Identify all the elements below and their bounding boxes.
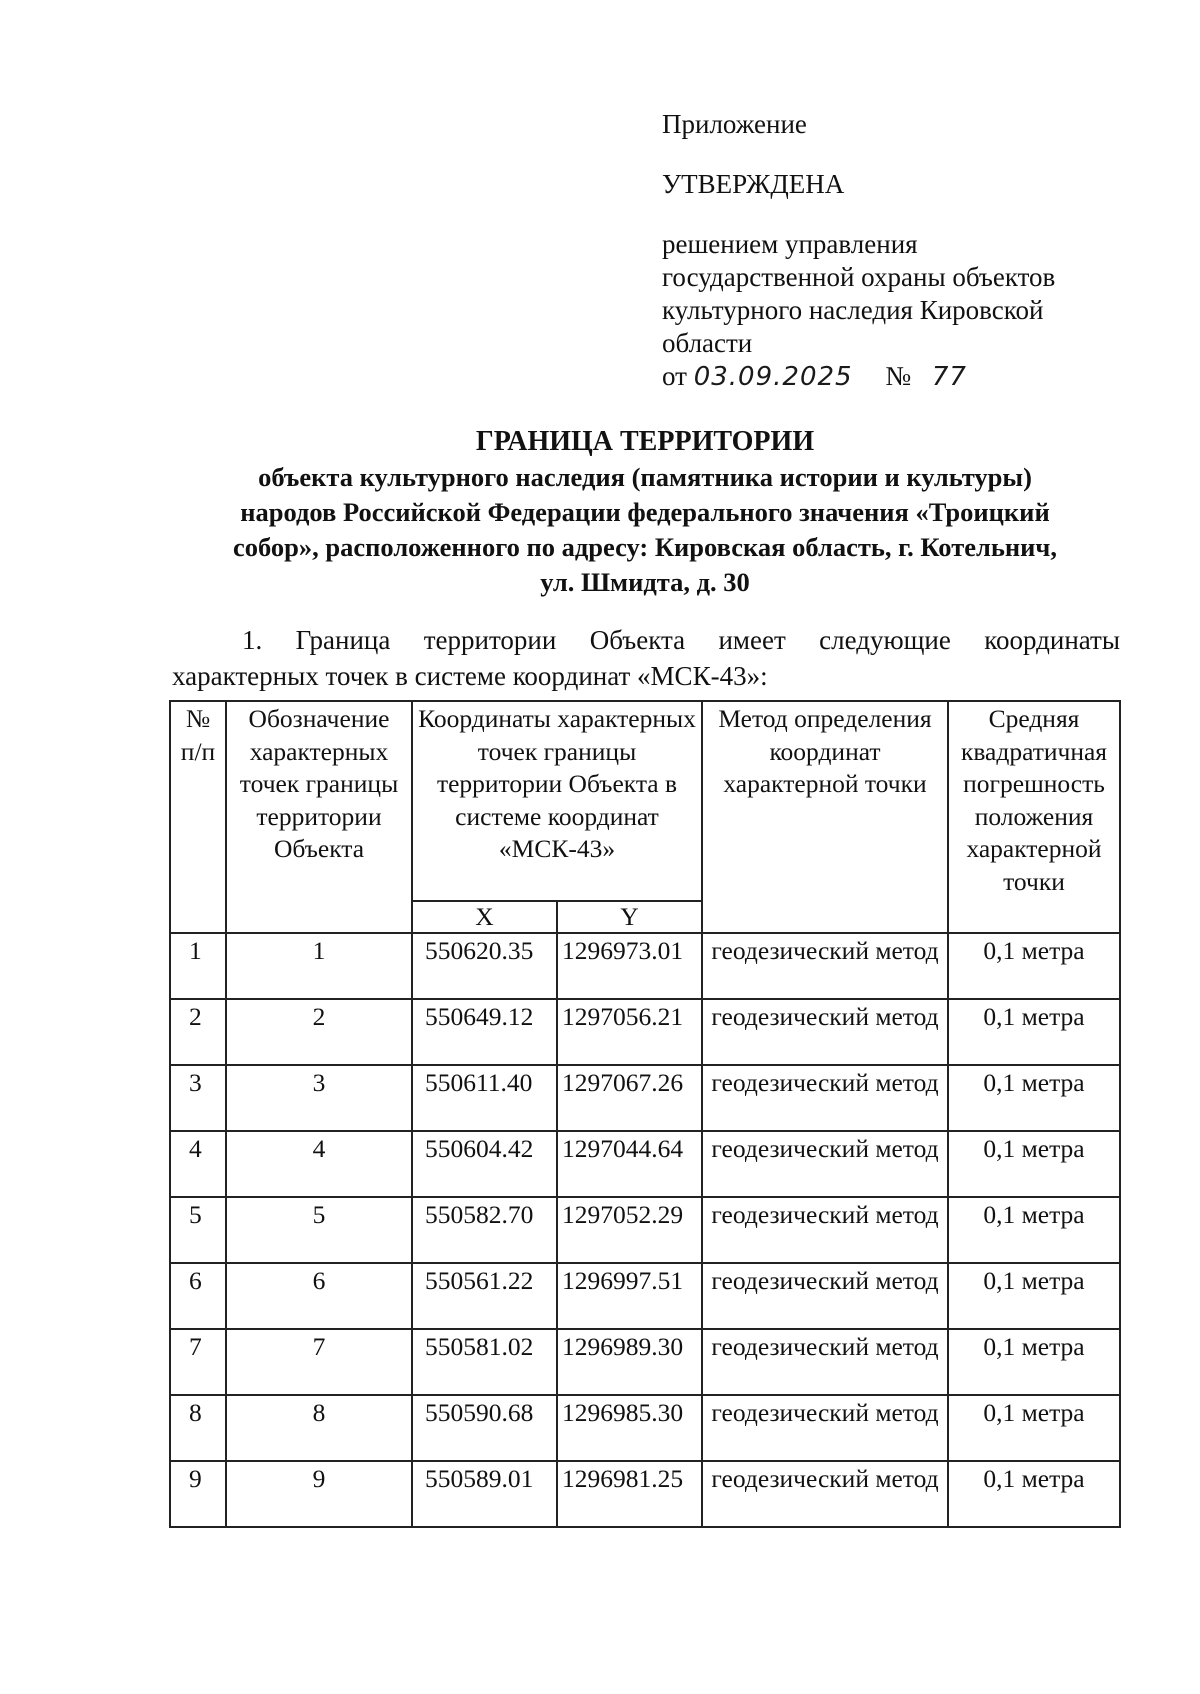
table-row: [170, 1197, 1120, 1263]
coordinate-x-cell: 550561.22: [412, 1263, 557, 1329]
method-cell: геодезический метод: [702, 999, 948, 1065]
intro-line-1: 1. Граница территории Объекта имеет следующие координаты: [242, 625, 1120, 655]
intro-paragraph: [172, 622, 1120, 694]
row-number-cell: 8: [170, 1395, 226, 1461]
decision-line: государственной охраны объектов: [662, 262, 1056, 292]
coordinate-y-cell: 1296989.30: [557, 1329, 702, 1395]
title-sub-line: ул. Шмидта, д. 30: [540, 567, 750, 597]
title-main: ГРАНИЦА ТЕРРИТОРИИ: [475, 426, 815, 457]
error-cell: 0,1 метра: [948, 933, 1120, 999]
table-row: [170, 933, 1120, 999]
point-designation-cell: 5: [226, 1197, 412, 1263]
error-cell: 0,1 метра: [948, 1395, 1120, 1461]
handwritten-date: 03.09.2025: [693, 362, 853, 392]
table-row: [170, 1395, 1120, 1461]
date-line: [662, 360, 1132, 394]
coordinate-x-cell: 550582.70: [412, 1197, 557, 1263]
date-prefix: от: [662, 361, 687, 391]
coordinate-y-cell: 1297056.21: [557, 999, 702, 1065]
document-title: [170, 424, 1120, 600]
header-num: № п/п: [170, 701, 226, 933]
coordinate-x-cell: 550581.02: [412, 1329, 557, 1395]
method-cell: геодезический метод: [702, 1131, 948, 1197]
coordinate-y-cell: 1296973.01: [557, 933, 702, 999]
coordinate-y-cell: 1297044.64: [557, 1131, 702, 1197]
coordinate-x-cell: 550589.01: [412, 1461, 557, 1527]
row-number-cell: 5: [170, 1197, 226, 1263]
title-sub-line: собор», расположенного по адресу: Кировская область, г. Котельнич,: [233, 532, 1057, 562]
coordinate-x-cell: 550649.12: [412, 999, 557, 1065]
point-designation-cell: 8: [226, 1395, 412, 1461]
row-number-cell: 1: [170, 933, 226, 999]
point-designation-cell: 4: [226, 1131, 412, 1197]
method-cell: геодезический метод: [702, 933, 948, 999]
handwritten-number: 77: [931, 362, 967, 392]
approval-block: [662, 108, 1132, 394]
row-number-cell: 6: [170, 1263, 226, 1329]
coordinates-table: [169, 700, 1121, 1528]
coordinate-x-cell: 550590.68: [412, 1395, 557, 1461]
row-number-cell: 9: [170, 1461, 226, 1527]
table-row: [170, 1329, 1120, 1395]
coordinate-x-cell: 550611.40: [412, 1065, 557, 1131]
header-x: X: [412, 901, 557, 933]
row-number-cell: 2: [170, 999, 226, 1065]
row-number-cell: 4: [170, 1131, 226, 1197]
table-row: [170, 999, 1120, 1065]
table-row: [170, 1461, 1120, 1527]
error-cell: 0,1 метра: [948, 1329, 1120, 1395]
method-cell: геодезический метод: [702, 1395, 948, 1461]
row-number-cell: 7: [170, 1329, 226, 1395]
error-cell: 0,1 метра: [948, 1263, 1120, 1329]
method-cell: геодезический метод: [702, 1197, 948, 1263]
coordinate-x-cell: 550620.35: [412, 933, 557, 999]
point-designation-cell: 9: [226, 1461, 412, 1527]
header-designation: Обозначение характерных точек границы территории Объекта: [226, 701, 412, 933]
table-row: [170, 1263, 1120, 1329]
header-error: Средняя квадратичная погрешность положения характерной точки: [948, 701, 1120, 933]
coordinate-y-cell: 1296985.30: [557, 1395, 702, 1461]
method-cell: геодезический метод: [702, 1329, 948, 1395]
header-method: Метод определения координат характерной точки: [702, 701, 948, 933]
title-sub-line: народов Российской Федерации федерального значения «Троицкий: [240, 497, 1050, 527]
number-sign: №: [885, 361, 912, 391]
coordinate-x-cell: 550604.42: [412, 1131, 557, 1197]
coordinate-y-cell: 1297052.29: [557, 1197, 702, 1263]
point-designation-cell: 6: [226, 1263, 412, 1329]
coordinate-y-cell: 1296981.25: [557, 1461, 702, 1527]
title-sub-line: объекта культурного наследия (памятника истории и культуры): [258, 462, 1032, 492]
row-number-cell: 3: [170, 1065, 226, 1131]
error-cell: 0,1 метра: [948, 1131, 1120, 1197]
point-designation-cell: 7: [226, 1329, 412, 1395]
error-cell: 0,1 метра: [948, 1065, 1120, 1131]
intro-line-2: характерных точек в системе координат «МСК-43»:: [172, 661, 768, 691]
decision-line: культурного наследия Кировской: [662, 295, 1044, 325]
error-cell: 0,1 метра: [948, 999, 1120, 1065]
coordinate-y-cell: 1296997.51: [557, 1263, 702, 1329]
table-row: [170, 1065, 1120, 1131]
method-cell: геодезический метод: [702, 1263, 948, 1329]
error-cell: 0,1 метра: [948, 1197, 1120, 1263]
table-row: [170, 1131, 1120, 1197]
approved-label: УТВЕРЖДЕНА: [662, 169, 845, 199]
point-designation-cell: 3: [226, 1065, 412, 1131]
appendix-label: Приложение: [662, 109, 807, 139]
point-designation-cell: 1: [226, 933, 412, 999]
point-designation-cell: 2: [226, 999, 412, 1065]
coordinate-y-cell: 1297067.26: [557, 1065, 702, 1131]
decision-line: области: [662, 328, 753, 358]
error-cell: 0,1 метра: [948, 1461, 1120, 1527]
method-cell: геодезический метод: [702, 1065, 948, 1131]
decision-line: решением управления: [662, 229, 918, 259]
header-y: Y: [557, 901, 702, 933]
method-cell: геодезический метод: [702, 1461, 948, 1527]
header-coordinates: Координаты характерных точек границы территории Объекта в системе координат «МСК-43»: [412, 701, 702, 901]
